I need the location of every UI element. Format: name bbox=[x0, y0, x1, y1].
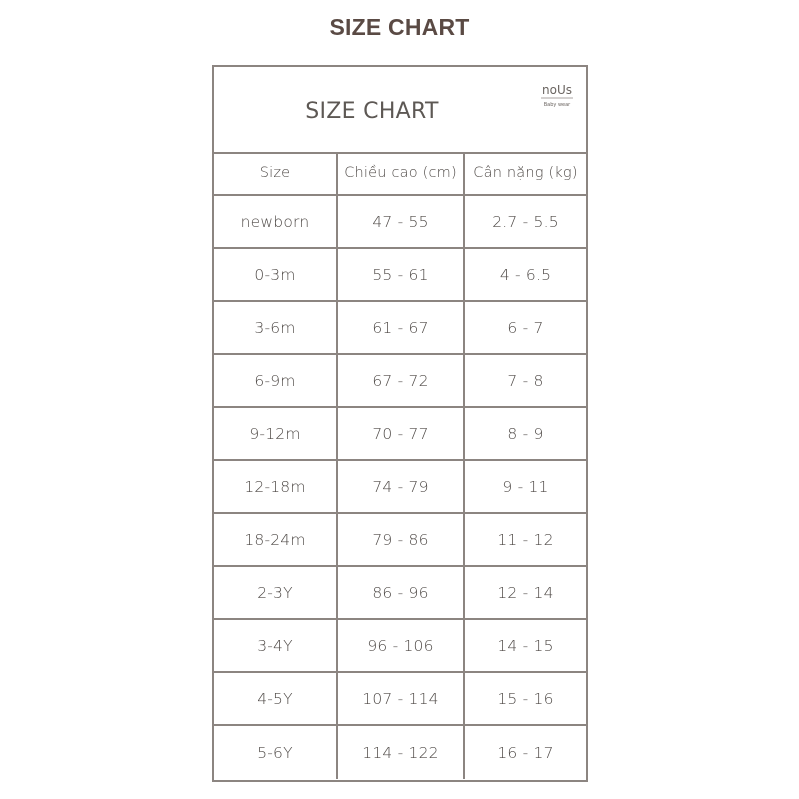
table-row bbox=[214, 461, 586, 514]
table-row bbox=[214, 302, 586, 355]
cell-weight: 16 - 17 bbox=[497, 743, 554, 762]
table-row bbox=[214, 355, 586, 408]
cell-weight: 2.7 - 5.5 bbox=[492, 212, 559, 231]
cell-size: 3-4Y bbox=[214, 620, 338, 671]
cell-size: 6-9m bbox=[214, 355, 338, 406]
table-row bbox=[214, 196, 586, 249]
cell-size: 0-3m bbox=[214, 249, 338, 300]
cell-weight: 6 - 7 bbox=[507, 318, 544, 337]
table-row bbox=[214, 514, 586, 567]
cell-height: 107 - 114 bbox=[338, 673, 465, 724]
size-chart-card bbox=[212, 65, 588, 782]
cell-size: 2-3Y bbox=[214, 567, 338, 618]
cell-height: 67 - 72 bbox=[338, 355, 465, 406]
table-row bbox=[214, 249, 586, 302]
cell-weight: 4 - 6.5 bbox=[499, 265, 552, 284]
cell-size: 3-6m bbox=[214, 302, 338, 353]
cell-size: 12-18m bbox=[214, 461, 338, 512]
table-row bbox=[214, 673, 586, 726]
cell-size: 4-5Y bbox=[214, 673, 338, 724]
table-row bbox=[214, 567, 586, 620]
table-row bbox=[214, 408, 586, 461]
cell-weight: 9 - 11 bbox=[502, 477, 549, 496]
cell-height: 96 - 106 bbox=[338, 620, 465, 671]
cell-height: 114 - 122 bbox=[338, 726, 465, 779]
cell-height: 70 - 77 bbox=[338, 408, 465, 459]
cell-weight: 14 - 15 bbox=[497, 636, 554, 655]
cell-weight: 15 - 16 bbox=[497, 689, 554, 708]
table-row bbox=[214, 726, 586, 779]
table-header-row bbox=[214, 152, 586, 196]
chart-title: SIZE CHART bbox=[305, 99, 439, 124]
brand-tagline: Baby wear bbox=[543, 102, 571, 108]
cell-size: 18-24m bbox=[214, 514, 338, 565]
cell-weight: 11 - 12 bbox=[497, 530, 554, 549]
brand-name: noUs bbox=[542, 83, 572, 97]
cell-height: 47 - 55 bbox=[338, 196, 465, 247]
column-header-height: Chiều cao (cm) bbox=[338, 152, 465, 194]
cell-height: 61 - 67 bbox=[338, 302, 465, 353]
cell-weight: 12 - 14 bbox=[497, 583, 554, 602]
cell-height: 55 - 61 bbox=[338, 249, 465, 300]
cell-height: 86 - 96 bbox=[338, 567, 465, 618]
cell-weight: 7 - 8 bbox=[507, 371, 544, 390]
cell-size: newborn bbox=[214, 196, 338, 247]
cell-weight: 8 - 9 bbox=[507, 424, 544, 443]
cell-size: 9-12m bbox=[214, 408, 338, 459]
size-table bbox=[214, 152, 586, 779]
cell-size: 5-6Y bbox=[214, 726, 338, 779]
table-row bbox=[214, 620, 586, 673]
cell-height: 79 - 86 bbox=[338, 514, 465, 565]
page-heading: SIZE CHART bbox=[329, 14, 470, 40]
chart-header bbox=[214, 67, 586, 154]
column-header-size: Size bbox=[214, 152, 338, 194]
column-header-weight: Cân nặng (kg) bbox=[473, 165, 578, 181]
brand-logo bbox=[532, 79, 582, 113]
cell-height: 74 - 79 bbox=[338, 461, 465, 512]
